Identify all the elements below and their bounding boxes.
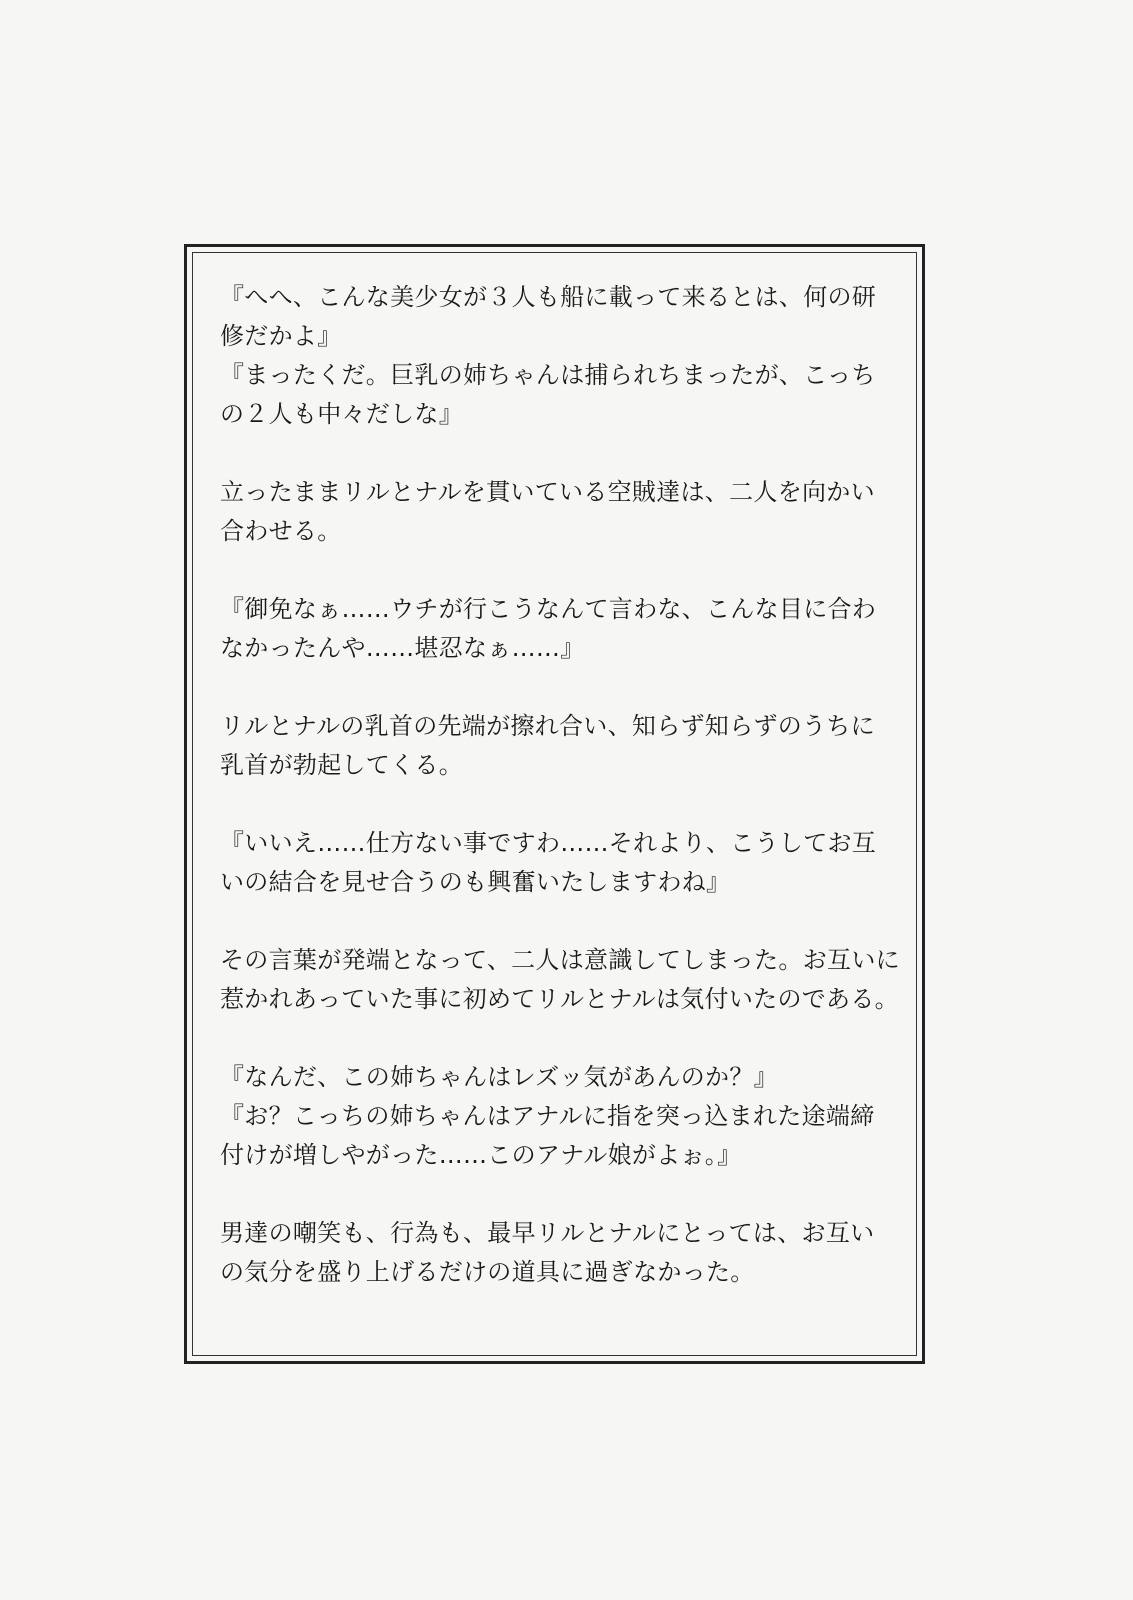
text-line: いの結合を見せ合うのも興奮いたしますわね』 [220, 868, 731, 896]
paragraph [220, 1214, 890, 1292]
story-text [220, 278, 900, 1331]
text-line: 立ったままリルとナルを貫いている空賊達は、二人を向かい [220, 478, 875, 506]
text-line: 『へへ、こんな美少女が３人も船に載って来るとは、何の研 [220, 283, 877, 311]
text-line: の気分を盛り上げるだけの道具に過ぎなかった。 [220, 1258, 755, 1286]
paragraph [220, 824, 890, 902]
paragraph [220, 707, 890, 785]
text-line: 『なんだ、この姉ちゃんはレズッ気があんのか？』 [220, 1063, 778, 1091]
paragraph [220, 278, 890, 434]
paragraph [220, 941, 900, 1019]
text-line: の２人も中々だしな』 [220, 400, 463, 428]
text-line: 『まったくだ。巨乳の姉ちゃんは捕られちまったが、こっち [220, 361, 876, 389]
text-line: 『御免なぁ……ウチが行こうなんて言わな、こんな目に合わ [220, 595, 877, 623]
text-line: 『お？こっちの姉ちゃんはアナルに指を突っ込まれた途端締 [220, 1102, 875, 1130]
text-line: なかったんや……堪忍なぁ……』 [220, 634, 585, 662]
text-line: 付けが増しやがった……このアナル娘がよぉ。』 [220, 1141, 742, 1169]
text-line: 惹かれあっていた事に初めてリルとナルは気付いたのである。 [220, 985, 899, 1013]
paragraph [220, 473, 890, 551]
text-line: 修だかよ』 [220, 322, 342, 350]
text-line: 男達の嘲笑も、行為も、最早リルとナルにとっては、お互い [220, 1219, 875, 1247]
text-line: その言葉が発端となって、二人は意識してしまった。お互いに [220, 946, 900, 974]
text-line: リルとナルの乳首の先端が擦れ合い、知らず知らずのうちに [220, 712, 875, 740]
paragraph [220, 1058, 890, 1175]
text-line: 乳首が勃起してくる。 [220, 751, 463, 779]
paragraph [220, 590, 890, 668]
text-line: 『いいえ……仕方ない事ですわ……それより、こうしてお互 [220, 829, 877, 857]
text-line: 合わせる。 [220, 517, 342, 545]
